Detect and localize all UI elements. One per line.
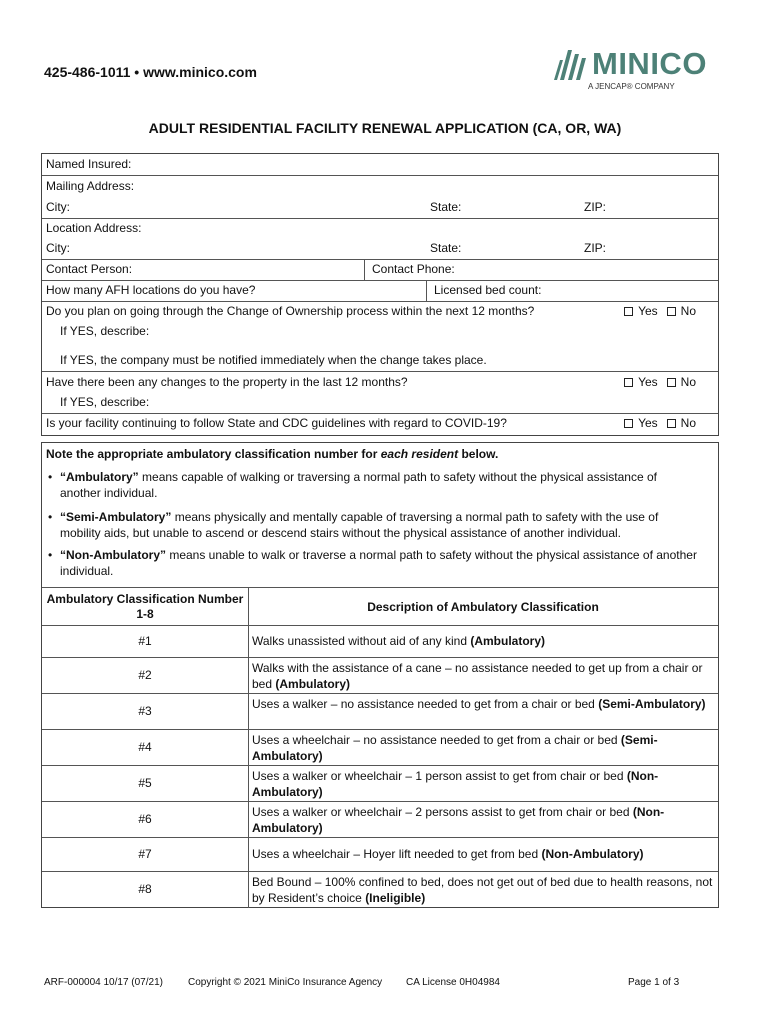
zip-field[interactable]: ZIP:: [584, 200, 607, 214]
property-question: Have there been any changes to the property in the last 12 months? Yes No: [42, 372, 718, 393]
contact-row: [42, 259, 718, 280]
location-city-field[interactable]: City:: [46, 241, 70, 255]
bullet-semi-ambulatory: • “Semi-Ambulatory” means physically and mentally capable of traversing a normal path to safety with the use of mobility aids, but unable to ascend or descend stairs without the physical assistance of another individual.: [48, 510, 659, 540]
ownership-no-checkbox[interactable]: [667, 307, 676, 316]
ownership-options: Yes No: [624, 301, 696, 322]
property-options: Yes No: [624, 372, 696, 393]
page-title: ADULT RESIDENTIAL FACILITY RENEWAL APPLICATION (CA, OR, WA): [148, 120, 622, 136]
afh-row: [42, 280, 718, 301]
classification-note: Note the appropriate ambulatory classification number for each resident below.: [46, 447, 499, 461]
property-yes-checkbox[interactable]: [624, 378, 633, 387]
minico-logo: [552, 44, 726, 94]
state-field[interactable]: State:: [430, 200, 462, 214]
location-city-row: [42, 238, 718, 259]
col-header-description: Description of Ambulatory Classification: [367, 600, 599, 614]
copyright: Copyright © 2021 MiniCo Insurance Agency: [188, 977, 383, 988]
contact-line: 425-486-1011 • www.minico.com: [44, 64, 257, 80]
logo-wordmark: MINICO: [592, 46, 707, 81]
licensed-bed-field[interactable]: Licensed bed count:: [434, 283, 542, 297]
bullet-non-ambulatory: • “Non-Ambulatory” means unable to walk or traverse a normal path to safety without the physical assistance of another individual.: [48, 548, 697, 578]
ownership-question: Do you plan on going through the Change of Ownership process within the next 12 months? Yes No: [42, 301, 718, 322]
location-address-field[interactable]: Location Address:: [46, 221, 142, 235]
covid-yes-checkbox[interactable]: [624, 419, 633, 428]
logo-mark-icon: [552, 46, 592, 82]
city-field[interactable]: City:: [46, 200, 70, 214]
property-describe-field[interactable]: If YES, describe:: [60, 395, 150, 409]
mailing-city-row: [42, 197, 718, 218]
applicant-info-box: [41, 153, 719, 436]
location-state-field[interactable]: State:: [430, 241, 462, 255]
contact-person-field[interactable]: Contact Person:: [46, 262, 133, 276]
contact-phone-field[interactable]: Contact Phone:: [372, 262, 455, 276]
col-header-number: Ambulatory Classification Number 1-8: [46, 592, 244, 621]
covid-options: Yes No: [624, 413, 696, 434]
ownership-notice: If YES, the company must be notified immediately when the change takes place.: [60, 353, 487, 367]
named-insured-field[interactable]: Named Insured:: [46, 157, 132, 171]
page-number: Page 1 of 3: [628, 977, 680, 988]
mailing-address-field[interactable]: Mailing Address:: [46, 179, 135, 193]
covid-question: Is your facility continuing to follow State and CDC guidelines with regard to COVID-19? Yes No: [42, 413, 718, 434]
covid-no-checkbox[interactable]: [667, 419, 676, 428]
license: CA License 0H04984: [406, 977, 500, 988]
afh-locations-field[interactable]: How many AFH locations do you have?: [46, 283, 256, 297]
property-no-checkbox[interactable]: [667, 378, 676, 387]
ownership-describe-field[interactable]: If YES, describe:: [60, 324, 150, 338]
form-id: ARF-000004 10/17 (07/21): [44, 977, 163, 988]
classification-box: Note the appropriate ambulatory classification number for each resident below. • “Ambulatory” means capable of walking or traversing a normal path to safety without the physical assistance of another individual. • “Semi-Ambulatory” means physically and mentally capable of traversing a normal path to safety with the use of mobility aids, but unable to ascend or descend stairs without the physical assistance of another individual. • “Non-Ambulatory” means unable to walk or traverse a normal path to safety without the physical assistance of another individual. Ambulatory Classification Number 1-8 Description of Ambulatory Classification #1 Walks unassisted without aid of any kind (Ambulatory) #2 Walks with the assistance of a cane – no assistance needed to get up from a chair or bed (Ambulatory) #3 Uses a walker – no assistance needed to get from a chair or bed (Semi-Ambulatory) #4 Uses a wheelchair – no assistance needed to get from a chair or bed (Semi-Ambulatory) #5 Uses a walker or wheelchair – 1 person assist to get from chair or bed (Non-Ambulatory) #6 Uses a walker or wheelchair – 2 persons assist to get from chair or bed (Non-Ambulatory) #7 Uses a wheelchair – Hoyer lift needed to get from bed (Non-Ambulatory) #8 Bed Bound – 100% confined to bed, does not get out of bed due to health reasons, not by Resident’s choice (Ineligible): [41, 442, 719, 908]
ownership-yes-checkbox[interactable]: [624, 307, 633, 316]
bullet-ambulatory: • “Ambulatory” means capable of walking or traversing a normal path to safety without the physical assistance of another individual.: [48, 470, 657, 500]
location-zip-field[interactable]: ZIP:: [584, 241, 607, 255]
logo-subtitle: A JENCAP® COMPANY: [588, 82, 675, 91]
